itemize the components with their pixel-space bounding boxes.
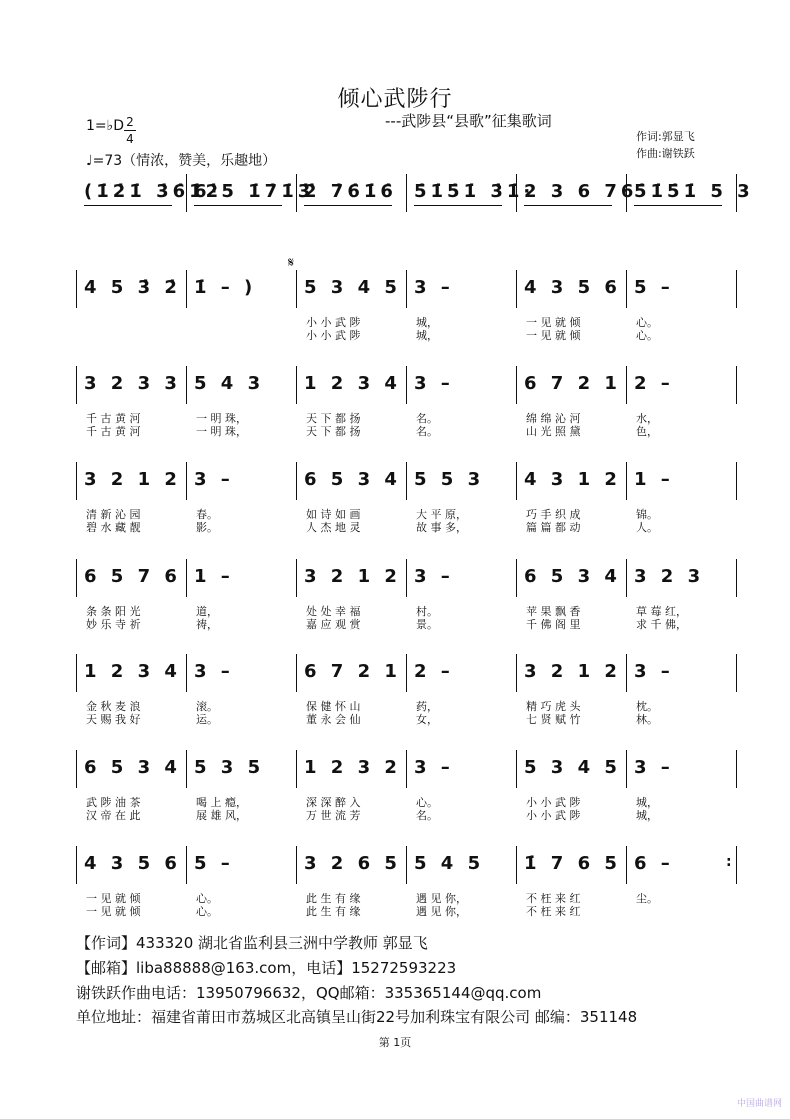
score-row [76, 660, 742, 726]
lyric-verse-2: 妙 乐 寺 祈 [86, 618, 141, 631]
composer-credit: 作曲:谢铁跃 [636, 147, 695, 160]
lyric-verse-2: 名。 [416, 809, 438, 822]
lyric-verse-1: 药， [416, 700, 438, 713]
measure-notes: 1 2 3 4 [84, 661, 181, 682]
bar-line [406, 750, 407, 788]
measure-notes: 6·5 1̇7̇1̇3̇ [194, 181, 315, 202]
bar-line [76, 559, 77, 597]
measure-notes: 6 5 3 4 [84, 757, 181, 778]
key-signature: 1=♭D [86, 118, 125, 134]
measure-notes: 5 3 4 5 [304, 277, 401, 298]
lyric-verse-1: 尘。 [636, 892, 658, 905]
lyric-verse-1: 深 深 醉 入 [306, 796, 361, 809]
bar-line [76, 654, 77, 692]
lyric-verse-1: 条 条 阳 光 [86, 605, 141, 618]
lyric-verse-1: 一 见 就 倾 [526, 316, 581, 329]
bar-line [296, 750, 297, 788]
measure-notes: 2 – [414, 661, 454, 682]
score-row [76, 276, 742, 342]
lyric-verse-2: 色， [636, 425, 658, 438]
measure-notes: 3 – [414, 566, 454, 587]
lyric-verse-1: 锦。 [636, 508, 658, 521]
measure-notes: 6 – [634, 853, 674, 874]
bar-line [736, 846, 737, 884]
measure-notes: 3 2 3 3 [84, 373, 181, 394]
bar-line [186, 366, 187, 404]
measure-notes: 5 5 3 [414, 469, 485, 490]
bar-line [186, 750, 187, 788]
lyric-verse-1: 武 陟 油 茶 [86, 796, 141, 809]
bar-line [406, 366, 407, 404]
bar-line [626, 366, 627, 404]
lyric-verse-1: 大 平 原， [416, 508, 467, 521]
lyric-verse-1: 道， [196, 605, 218, 618]
lyric-verse-1: 此 生 有 缘 [306, 892, 361, 905]
measure-notes: 3 2 3 [634, 566, 705, 587]
measure-notes: (1̇2̇1̇ 3̇6̇1̇2̇ [84, 181, 223, 202]
lyric-verse-2: 求 千 佛， [636, 618, 687, 631]
bar-line [296, 559, 297, 597]
footer-line-email: 【邮箱】liba88888@163.com，电话】15272593223 [76, 959, 457, 977]
bar-line [186, 654, 187, 692]
lyric-verse-2: 人。 [636, 521, 658, 534]
bar-line [76, 366, 77, 404]
lyric-verse-2: 一 见 就 倾 [86, 905, 141, 918]
beam-underline [414, 205, 502, 206]
lyric-verse-1: 巧 手 织 成 [526, 508, 581, 521]
lyric-verse-2: 万 世 流 芳 [306, 809, 361, 822]
measure-notes: 5 3 4 5 [524, 757, 621, 778]
lyric-verse-2: 女， [416, 713, 438, 726]
measure-notes: 3 2 1 2 [84, 469, 181, 490]
bar-line [516, 654, 517, 692]
bar-line [406, 174, 407, 212]
lyric-verse-2: 影。 [196, 521, 218, 534]
measure-notes: 1̇ 7 6 5 [524, 853, 621, 874]
bar-line [296, 366, 297, 404]
lyric-verse-1: 水， [636, 412, 658, 425]
bar-line [76, 462, 77, 500]
measure-notes: 1̇ – ) [194, 277, 257, 298]
score-row [76, 565, 742, 631]
bar-line [736, 750, 737, 788]
lyric-verse-2: 碧 水 藏 靓 [86, 521, 141, 534]
lyric-verse-1: 金 秋 麦 浪 [86, 700, 141, 713]
page-number: 第 1页 [378, 1036, 412, 1049]
lyric-verse-2: 七 贤 赋 竹 [526, 713, 581, 726]
repeat-end-sign: : [726, 854, 732, 870]
measure-notes: 1 2 3 2 [304, 757, 401, 778]
measure-notes: 5̇1̇5̇1̇ 3̇1̇· [414, 181, 535, 202]
lyric-verse-1: 城， [636, 796, 658, 809]
watermark: 中国曲谱网 [736, 1099, 782, 1109]
measure-notes: 5 – [634, 277, 674, 298]
measure-notes: 2̇ 7̇6̇1̇6̇ [304, 181, 397, 202]
lyric-verse-1: 天 下 都 扬 [306, 412, 361, 425]
bar-line [516, 559, 517, 597]
bar-line [186, 270, 187, 308]
measure-notes: 6 7 2 1 [304, 661, 401, 682]
bar-line [406, 462, 407, 500]
lyric-verse-2: 心。 [196, 905, 218, 918]
measure-notes: 5 – [194, 853, 234, 874]
measure-notes: 3 – [194, 469, 234, 490]
lyric-verse-1: 枕。 [636, 700, 658, 713]
lyric-verse-2: 运。 [196, 713, 218, 726]
measure-notes: 3 2 1 2 [304, 566, 401, 587]
measure-notes: 6 5 3 4 [524, 566, 621, 587]
bar-line [736, 462, 737, 500]
lyric-verse-2: 故 事 多， [416, 521, 467, 534]
score-row [76, 756, 742, 822]
segno-sign: 𝄋 [288, 255, 295, 271]
bar-line [296, 270, 297, 308]
beam-underline [84, 205, 172, 206]
beam-underline [524, 205, 612, 206]
measure-notes: 3 – [634, 757, 674, 778]
lyric-verse-2: 展 雄 风， [196, 809, 247, 822]
score-row [76, 372, 742, 438]
lyric-verse-2: 董 永 会 仙 [306, 713, 361, 726]
time-signature: 2 4 [124, 114, 136, 147]
bar-line [76, 270, 77, 308]
measure-notes: 6 5 3 4 [304, 469, 401, 490]
measure-notes: 4 3 5 6 [84, 853, 181, 874]
lyric-verse-2: 祷， [196, 618, 218, 631]
measure-notes: 4 3 5 6 [524, 277, 621, 298]
score-row [76, 180, 754, 240]
lyric-verse-1: 千 古 黄 河 [86, 412, 141, 425]
song-title: 倾心武陟行 [337, 87, 453, 112]
measure-notes: 3 – [414, 757, 454, 778]
bar-line [516, 270, 517, 308]
tempo-marking: ♩=73（情浓，赞美，乐趣地） [86, 153, 277, 169]
measure-notes: 5̇1̇5̇1̇ 5 3 [634, 181, 754, 202]
lyric-verse-1: 村。 [416, 605, 438, 618]
bar-line [406, 654, 407, 692]
lyric-verse-2: 心。 [636, 329, 658, 342]
measure-notes: 3 2 6 5 [304, 853, 401, 874]
bar-line [186, 846, 187, 884]
measure-notes: 3 – [414, 277, 454, 298]
bar-line [626, 654, 627, 692]
bar-line [76, 750, 77, 788]
lyric-verse-1: 心。 [636, 316, 658, 329]
bar-line [406, 846, 407, 884]
bar-line [296, 462, 297, 500]
lyric-verse-2: 城， [636, 809, 658, 822]
lyric-verse-2: 千 佛 阁 里 [526, 618, 581, 631]
bar-line [296, 846, 297, 884]
bar-line [736, 654, 737, 692]
lyric-verse-1: 心。 [196, 892, 218, 905]
bar-line [626, 846, 627, 884]
measure-notes: 1 – [634, 469, 674, 490]
lyric-verse-1: 一 见 就 倾 [86, 892, 141, 905]
measure-notes: 2 3 6 76 [524, 181, 638, 202]
lyric-verse-2: 人 杰 地 灵 [306, 521, 361, 534]
measure-notes: 4 3 1 2 [524, 469, 621, 490]
lyric-verse-1: 如 诗 如 画 [306, 508, 361, 521]
lyric-verse-2: 一 明 珠， [196, 425, 247, 438]
bar-line [516, 750, 517, 788]
bar-line [76, 846, 77, 884]
measure-notes: 6 5 7 6 [84, 566, 181, 587]
lyric-verse-1: 清 新 沁 园 [86, 508, 141, 521]
lyric-verse-1: 草 莓 红， [636, 605, 687, 618]
measure-notes: 3 – [414, 373, 454, 394]
lyric-verse-2: 不 枉 来 红 [526, 905, 581, 918]
lyric-verse-1: 春。 [196, 508, 218, 521]
lyric-verse-1: 滚。 [196, 700, 218, 713]
lyric-verse-2: 汉 帝 在 此 [86, 809, 141, 822]
bar-line [296, 654, 297, 692]
lyric-verse-2: 千 古 黄 河 [86, 425, 141, 438]
beam-underline [304, 205, 392, 206]
measure-notes: 1 – [194, 566, 234, 587]
lyric-verse-2: 景。 [416, 618, 438, 631]
footer-line-address: 单位地址：福建省莆田市荔城区北高镇呈山街22号加利珠宝有限公司 邮编：351148 [76, 1008, 638, 1026]
bar-line [626, 750, 627, 788]
footer-line-composer: 谢铁跃作曲电话：13950796632，QQ邮箱：335365144@qq.com [76, 984, 542, 1002]
lyric-verse-2: 篇 篇 都 动 [526, 521, 581, 534]
measure-notes: 2 – [634, 373, 674, 394]
lyric-verse-1: 保 健 怀 山 [306, 700, 361, 713]
bar-line [406, 270, 407, 308]
lyric-verse-1: 心。 [416, 796, 438, 809]
bar-line [736, 270, 737, 308]
score-row [76, 852, 742, 918]
bar-line [626, 462, 627, 500]
measure-notes: 6 7 2 1 [524, 373, 621, 394]
measure-notes: 5 4 5 [414, 853, 485, 874]
measure-notes: 3 2 1 2 [524, 661, 621, 682]
beam-underline [634, 205, 722, 206]
footer-line-lyricist: 【作词】433320 湖北省监利县三洲中学教师 郭显飞 [76, 934, 428, 952]
lyric-verse-1: 处 处 幸 福 [306, 605, 361, 618]
lyric-verse-2: 山 光 照 黛 [526, 425, 581, 438]
lyric-verse-1: 城， [416, 316, 438, 329]
bar-line [516, 846, 517, 884]
measure-notes: 5 4 3 [194, 373, 265, 394]
lyric-verse-1: 不 枉 来 红 [526, 892, 581, 905]
lyric-verse-2: 名。 [416, 425, 438, 438]
lyric-verse-2: 天 赐 我 好 [86, 713, 141, 726]
measure-notes: 4 5 3̇ 2̇ [84, 277, 181, 298]
lyric-verse-1: 苹 果 飘 香 [526, 605, 581, 618]
lyric-verse-1: 精 巧 虎 头 [526, 700, 581, 713]
lyric-verse-2: 嘉 应 观 赏 [306, 618, 361, 631]
lyric-verse-2: 城， [416, 329, 438, 342]
bar-line [186, 462, 187, 500]
lyric-verse-2: 遇 见 你， [416, 905, 467, 918]
song-subtitle: ---武陟县“县歌”征集歌词 [385, 112, 552, 130]
measure-notes: 3 – [634, 661, 674, 682]
bar-line [406, 559, 407, 597]
measure-notes: 1 2 3 4 [304, 373, 401, 394]
bar-line [516, 366, 517, 404]
bar-line [736, 559, 737, 597]
beam-underline [194, 205, 282, 206]
bar-line [516, 462, 517, 500]
lyric-verse-2: 此 生 有 缘 [306, 905, 361, 918]
lyric-verse-1: 绵 绵 沁 河 [526, 412, 581, 425]
lyric-verse-1: 喝 上 瘾， [196, 796, 247, 809]
measure-notes: 3 – [194, 661, 234, 682]
lyric-verse-2: 一 见 就 倾 [526, 329, 581, 342]
lyricist-credit: 作词:郭显飞 [636, 130, 695, 143]
lyric-verse-1: 一 明 珠， [196, 412, 247, 425]
bar-line [626, 559, 627, 597]
bar-line [626, 270, 627, 308]
score-row [76, 468, 742, 534]
lyric-verse-2: 小 小 武 陟 [526, 809, 581, 822]
measure-notes: 5 3 5 [194, 757, 265, 778]
lyric-verse-1: 小 小 武 陟 [526, 796, 581, 809]
lyric-verse-2: 林。 [636, 713, 658, 726]
lyric-verse-1: 小 小 武 陟 [306, 316, 361, 329]
bar-line [736, 366, 737, 404]
lyric-verse-1: 遇 见 你， [416, 892, 467, 905]
lyric-verse-2: 小 小 武 陟 [306, 329, 361, 342]
lyric-verse-1: 名。 [416, 412, 438, 425]
bar-line [186, 559, 187, 597]
lyric-verse-2: 天 下 都 扬 [306, 425, 361, 438]
